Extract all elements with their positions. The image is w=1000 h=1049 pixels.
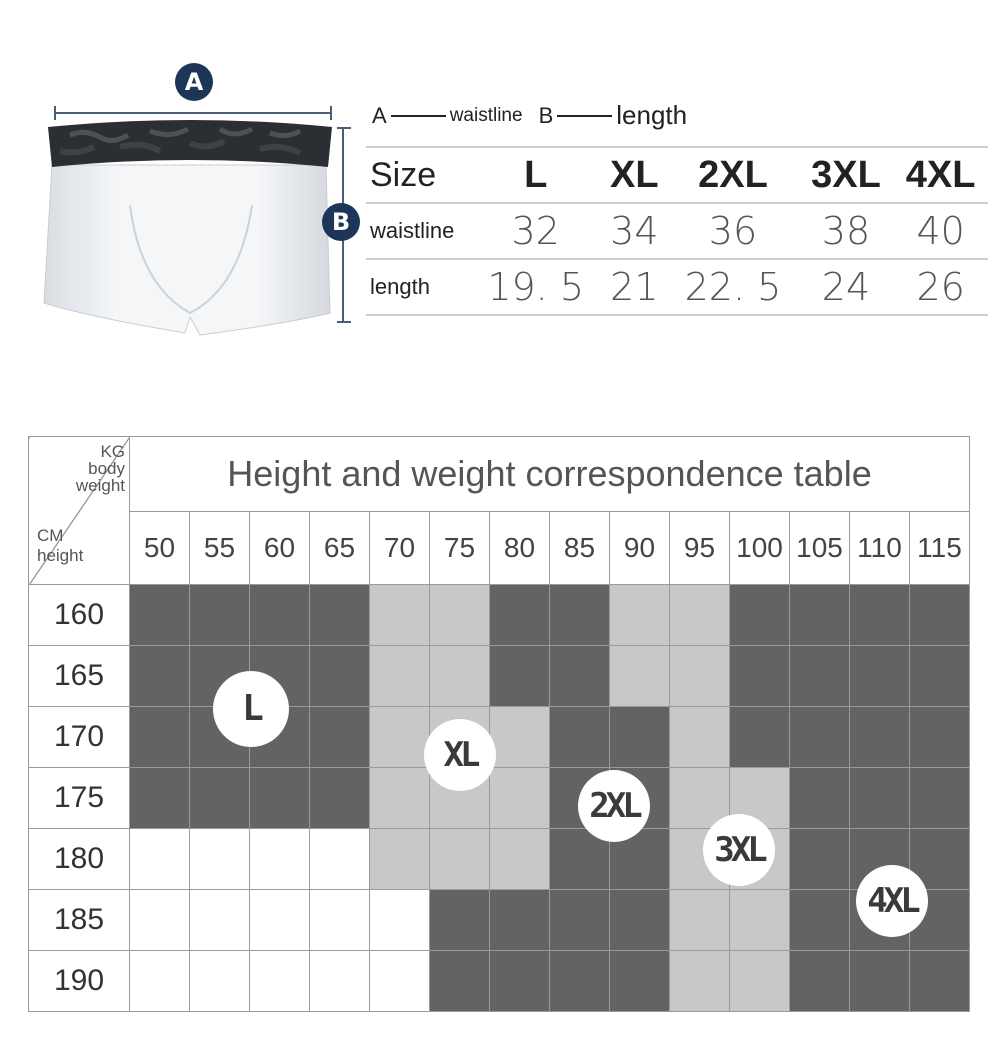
size-zone-label-l: L — [213, 671, 289, 747]
size-3XL: 3XL — [799, 147, 894, 203]
length-value: 24 — [799, 259, 894, 315]
size-zone-label-3xl: 3XL — [703, 814, 775, 886]
size-cell-3xl — [610, 646, 670, 707]
size-cell-xl — [370, 768, 430, 829]
size-header-label: Size — [366, 147, 470, 203]
size-cell-none — [370, 890, 430, 951]
size-cell-xl — [430, 585, 490, 646]
weight-header-cell: 85 — [550, 512, 610, 585]
size-cell-none — [310, 890, 370, 951]
waistline-value: 34 — [601, 203, 667, 259]
size-cell-none — [370, 951, 430, 1012]
weight-header-cell: 90 — [610, 512, 670, 585]
legend-b-text: length — [616, 100, 688, 130]
size-cell-3xl — [670, 951, 730, 1012]
waistline-label: waistline — [366, 203, 470, 259]
size-cell-xl — [370, 585, 430, 646]
size-zone-label-xl: XL — [424, 719, 496, 791]
weight-header-cell: 95 — [670, 512, 730, 585]
size-cell-3xl — [730, 890, 790, 951]
size-cell-l — [310, 646, 370, 707]
size-cell-4xl — [790, 829, 850, 890]
size-cell-2xl — [490, 890, 550, 951]
length-value: 26 — [893, 259, 988, 315]
corner-header — [29, 437, 130, 585]
legend-a-letter: A — [372, 102, 387, 128]
size-cell-l — [310, 585, 370, 646]
size-cell-4xl — [910, 707, 970, 768]
height-row — [29, 646, 970, 707]
size-cell-xl — [490, 829, 550, 890]
weight-header-cell: 115 — [910, 512, 970, 585]
size-cell-2xl — [490, 646, 550, 707]
size-cell-2xl — [550, 890, 610, 951]
size-cell-4xl — [790, 585, 850, 646]
badge-a: A — [175, 63, 213, 101]
size-cell-2xl — [430, 951, 490, 1012]
size-cell-l — [250, 585, 310, 646]
waistline-value: 40 — [893, 203, 988, 259]
size-cell-l — [310, 768, 370, 829]
size-cell-none — [190, 951, 250, 1012]
size-cell-2xl — [490, 951, 550, 1012]
size-cell-none — [190, 829, 250, 890]
size-cell-2xl — [610, 890, 670, 951]
legend-a-text: waistline — [449, 104, 523, 126]
size-cell-4xl — [850, 951, 910, 1012]
size-cell-l — [130, 646, 190, 707]
size-cell-l — [130, 585, 190, 646]
size-cell-none — [250, 951, 310, 1012]
size-cell-none — [190, 890, 250, 951]
legend-b-dash — [557, 115, 612, 117]
height-label-cell: 165 — [29, 646, 130, 707]
size-cell-4xl — [790, 646, 850, 707]
size-cell-2xl — [550, 585, 610, 646]
height-row — [29, 707, 970, 768]
size-cell-4xl — [790, 768, 850, 829]
length-row — [366, 259, 988, 315]
size-cell-2xl — [550, 707, 610, 768]
size-cell-3xl — [670, 646, 730, 707]
measurement-legend — [372, 100, 687, 131]
size-cell-2xl — [490, 585, 550, 646]
height-label-cell: 170 — [29, 707, 130, 768]
size-cell-4xl — [850, 707, 910, 768]
size-cell-2xl — [550, 646, 610, 707]
waistline-row — [366, 203, 988, 259]
size-cell-xl — [430, 829, 490, 890]
size-cell-4xl — [790, 951, 850, 1012]
legend-b-letter: B — [538, 102, 554, 128]
corner-cm-label: CM height — [37, 526, 84, 565]
size-2XL: 2XL — [667, 147, 798, 203]
weight-header-cell: 55 — [190, 512, 250, 585]
size-cell-l — [310, 707, 370, 768]
size-4XL: 4XL — [893, 147, 988, 203]
weight-header-cell: 75 — [430, 512, 490, 585]
height-label-cell: 190 — [29, 951, 130, 1012]
size-cell-2xl — [550, 951, 610, 1012]
boxer-briefs-image — [30, 55, 360, 355]
size-cell-2xl — [610, 707, 670, 768]
legend-a-dash — [391, 115, 446, 117]
size-cell-2xl — [610, 951, 670, 1012]
size-cell-4xl — [850, 585, 910, 646]
size-cell-3xl — [610, 585, 670, 646]
badge-b: B — [322, 203, 360, 241]
weight-header-cell: 110 — [850, 512, 910, 585]
weight-header-cell: 100 — [730, 512, 790, 585]
size-cell-none — [310, 951, 370, 1012]
table-title: Height and weight correspondence table — [130, 437, 970, 512]
length-value: 21 — [601, 259, 667, 315]
height-label-cell: 185 — [29, 890, 130, 951]
height-row — [29, 890, 970, 951]
length-value: 22. 5 — [667, 259, 798, 315]
size-L: L — [470, 147, 601, 203]
weight-header-cell: 60 — [250, 512, 310, 585]
size-cell-4xl — [730, 646, 790, 707]
size-cell-4xl — [790, 707, 850, 768]
weight-header-cell: 70 — [370, 512, 430, 585]
size-cell-4xl — [790, 890, 850, 951]
size-cell-4xl — [910, 768, 970, 829]
size-cell-none — [130, 829, 190, 890]
waistline-value: 32 — [470, 203, 601, 259]
height-label-cell: 160 — [29, 585, 130, 646]
size-cell-4xl — [910, 951, 970, 1012]
size-cell-xl — [370, 829, 430, 890]
weight-header-cell: 65 — [310, 512, 370, 585]
size-cell-3xl — [670, 890, 730, 951]
weight-header-cell: 105 — [790, 512, 850, 585]
size-header-row — [366, 147, 988, 203]
size-zone-label-4xl: 4XL — [856, 865, 928, 937]
size-cell-l — [190, 768, 250, 829]
size-cell-l — [130, 768, 190, 829]
size-cell-none — [250, 829, 310, 890]
height-label-cell: 175 — [29, 768, 130, 829]
length-label: length — [366, 259, 470, 315]
weight-header-cell: 50 — [130, 512, 190, 585]
size-cell-4xl — [850, 768, 910, 829]
height-row — [29, 829, 970, 890]
height-weight-table — [28, 436, 970, 1012]
size-cell-none — [310, 829, 370, 890]
waistline-value: 36 — [667, 203, 798, 259]
size-XL: XL — [601, 147, 667, 203]
size-cell-3xl — [730, 951, 790, 1012]
size-cell-4xl — [910, 646, 970, 707]
waistline-value: 38 — [799, 203, 894, 259]
size-cell-l — [130, 707, 190, 768]
size-cell-xl — [370, 707, 430, 768]
size-cell-xl — [490, 768, 550, 829]
size-cell-xl — [490, 707, 550, 768]
corner-kg-label: KG body weight — [75, 442, 125, 495]
height-row — [29, 768, 970, 829]
size-cell-l — [250, 768, 310, 829]
weight-header-cell: 80 — [490, 512, 550, 585]
product-illustration — [30, 55, 360, 355]
weight-header-row — [29, 512, 970, 585]
size-cell-4xl — [850, 646, 910, 707]
size-cell-l — [190, 585, 250, 646]
size-cell-4xl — [730, 585, 790, 646]
size-cell-xl — [430, 646, 490, 707]
height-row — [29, 585, 970, 646]
size-cell-3xl — [670, 707, 730, 768]
length-value: 19. 5 — [470, 259, 601, 315]
height-label-cell: 180 — [29, 829, 130, 890]
size-zone-label-2xl: 2XL — [578, 770, 650, 842]
size-cell-xl — [370, 646, 430, 707]
size-cell-3xl — [670, 585, 730, 646]
size-table — [366, 146, 988, 316]
size-cell-none — [250, 890, 310, 951]
size-cell-2xl — [430, 890, 490, 951]
size-cell-4xl — [730, 707, 790, 768]
size-cell-none — [130, 890, 190, 951]
size-cell-none — [130, 951, 190, 1012]
size-cell-4xl — [910, 585, 970, 646]
height-row — [29, 951, 970, 1012]
